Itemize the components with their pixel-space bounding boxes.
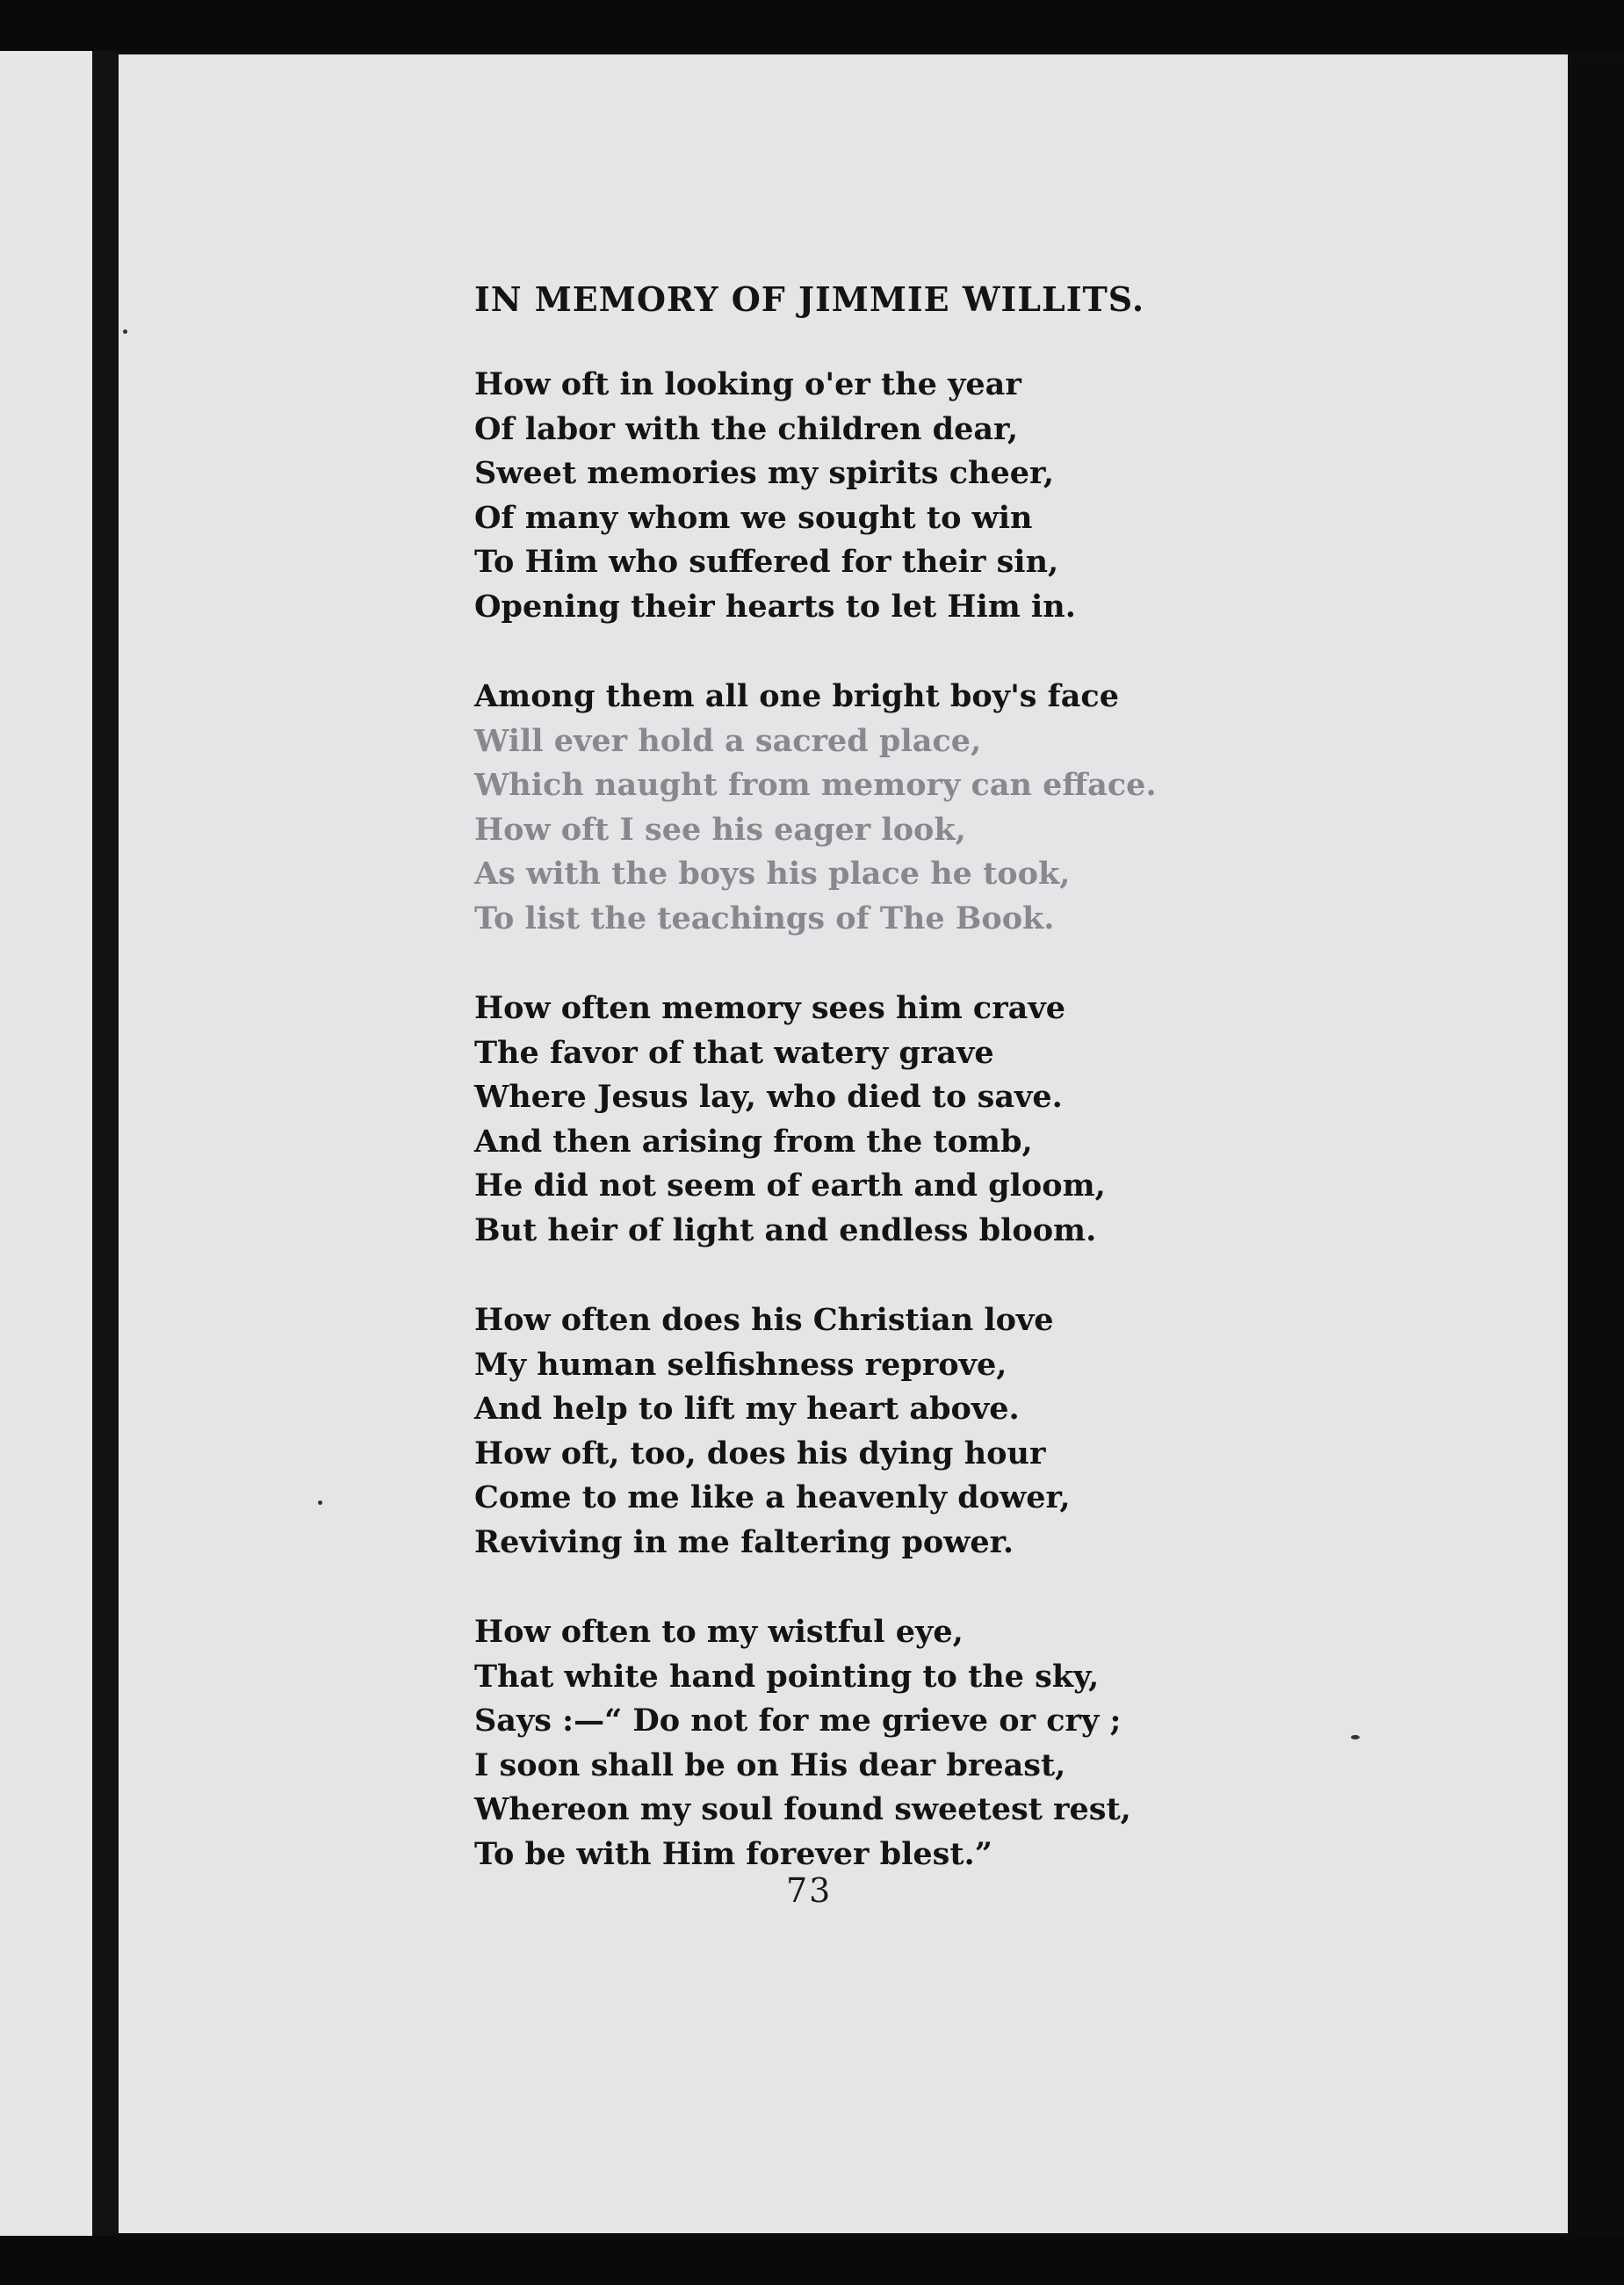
- facing-page-margin: [0, 51, 92, 2238]
- scan-top-border: [0, 0, 1624, 51]
- poem-line: How often does his Christian love: [474, 1302, 1054, 1338]
- poem-line: And then arising from the tomb,: [474, 1123, 1033, 1160]
- poem-line: Sweet memories my spirits cheer,: [474, 455, 1055, 491]
- poem-line: And help to lift my heart above.: [474, 1391, 1020, 1427]
- dust-speck: [318, 1500, 322, 1505]
- dust-speck: [123, 329, 127, 334]
- poem-line: I soon shall be on His dear breast,: [474, 1746, 1066, 1783]
- poem-line: The favor of that watery grave: [474, 1034, 994, 1071]
- poem-line: Reviving in me faltering power.: [474, 1523, 1014, 1560]
- poem-line: How oft in looking o'er the year: [474, 366, 1021, 402]
- poem-line: To Him who suffered for their sin,: [474, 544, 1059, 580]
- poem-line: How oft, too, does his dying hour: [474, 1435, 1046, 1472]
- poem-line: How often to my wistful eye,: [474, 1614, 964, 1650]
- poem-line: That white hand pointing to the sky,: [474, 1658, 1100, 1695]
- poem-line: My human selfishness reprove,: [474, 1346, 1007, 1383]
- stanza-1: [474, 363, 1353, 629]
- poem-line: Opening their hearts to let Him in.: [474, 588, 1076, 625]
- poem-line: But heir of light and endless bloom.: [474, 1211, 1097, 1248]
- poem-title: IN MEMORY OF JIMMIE WILLITS.: [474, 279, 1145, 319]
- scan-left-border: [92, 51, 119, 2238]
- poem-line: He did not seem of earth and gloom,: [474, 1168, 1106, 1204]
- poem-line: To be with Him forever blest.”: [474, 1835, 992, 1872]
- scan-right-border: [1568, 61, 1624, 2249]
- stanza-2: [474, 675, 1353, 941]
- poem-line: Says :—“ Do not for me grieve or cry ;: [474, 1703, 1122, 1739]
- poem-line: Will ever hold a sacred place,: [474, 722, 982, 759]
- stanza-3: [474, 987, 1353, 1253]
- stanza-4: [474, 1298, 1353, 1565]
- page-number: 73: [786, 1871, 833, 1910]
- poem: [474, 279, 1353, 1922]
- poem-line: To list the teachings of The Book.: [474, 900, 1055, 936]
- poem-line: Come to me like a heavenly dower,: [474, 1479, 1071, 1515]
- poem-line: How oft I see his eager look,: [474, 811, 966, 848]
- stanza-5: [474, 1610, 1353, 1876]
- poem-line: Of many whom we sought to win: [474, 499, 1033, 536]
- poem-line: Of labor with the children dear,: [474, 410, 1019, 447]
- poem-line: As with the boys his place he took,: [474, 856, 1071, 892]
- poem-line: Where Jesus lay, who died to save.: [474, 1079, 1063, 1115]
- poem-line: Whereon my soul found sweetest rest,: [474, 1791, 1131, 1827]
- poem-line: Which naught from memory can efface.: [474, 767, 1157, 803]
- scan-bottom-border: [0, 2236, 1624, 2285]
- poem-line: Among them all one bright boy's face: [474, 678, 1119, 714]
- poem-line: How often memory sees him crave: [474, 990, 1065, 1026]
